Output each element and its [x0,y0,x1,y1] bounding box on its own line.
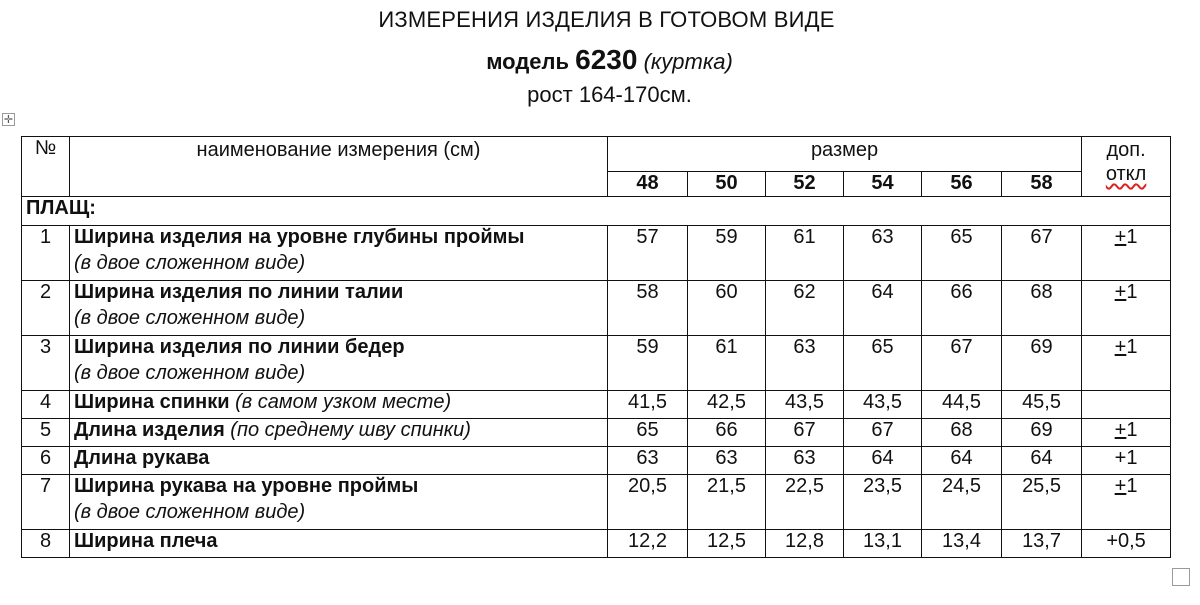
tolerance-number: 1 [1126,419,1138,441]
measurement-subnote: (в двое сложенном виде) [74,362,306,384]
header-measure-name: наименование измерения (см) [70,137,608,197]
tolerance-number: 1 [1126,336,1138,358]
measurement-name-cell [70,447,608,475]
size-value: 41,5 [608,391,688,419]
size-cell: 50 [688,172,766,197]
size-value: 59 [688,226,766,281]
size-value: 12,2 [608,530,688,558]
size-cell: 56 [922,172,1002,197]
measurement-subnote: (в двое сложенном виде) [74,252,306,274]
measurement-subnote: (в двое сложенном виде) [74,307,306,329]
measurement-name-cell [70,281,608,336]
row-number: 5 [22,419,70,447]
height-range: рост 164-170см. [527,82,692,107]
table-row [22,475,1171,530]
table-row [22,530,1171,558]
measurement-name: Ширина спинки [74,391,230,413]
size-value: 67 [1002,226,1082,281]
model-number: 6230 [575,44,638,75]
tolerance-sign: + [1114,336,1127,358]
size-value: 63 [688,447,766,475]
measurement-name-cell [70,475,608,530]
table-row [22,336,1171,391]
size-value: 44,5 [922,391,1002,419]
size-value: 65 [922,226,1002,281]
table-resize-handle[interactable] [1172,568,1190,586]
size-value: 69 [1002,336,1082,391]
measurement-name: Ширина изделия на уровне глубины проймы [74,226,525,248]
size-value: 13,4 [922,530,1002,558]
tolerance-value [1082,447,1171,475]
tolerance-value [1082,226,1171,281]
size-value: 12,8 [766,530,844,558]
row-number: 2 [22,281,70,336]
header-size: размер [608,137,1082,172]
size-value: 25,5 [1002,475,1082,530]
row-number: 3 [22,336,70,391]
measurement-name-cell [70,530,608,558]
table-row [22,391,1171,419]
size-cell: 52 [766,172,844,197]
size-value: 62 [766,281,844,336]
measurement-name: Длина изделия [74,419,225,441]
row-number: 6 [22,447,70,475]
tolerance-number: +1 [1114,447,1138,469]
measurement-note: (по среднему шву спинки) [224,419,471,441]
size-value: 13,7 [1002,530,1082,558]
document-title: ИЗМЕРЕНИЯ ИЗДЕЛИЯ В ГОТОВОМ ВИДЕ [378,7,835,32]
size-value: 64 [922,447,1002,475]
size-value: 42,5 [688,391,766,419]
tolerance-value [1082,336,1171,391]
size-value: 59 [608,336,688,391]
tolerance-sign: + [1114,281,1127,303]
size-value: 21,5 [688,475,766,530]
tolerance-sign: + [1114,226,1127,248]
size-cell: 54 [844,172,922,197]
header-tolerance-line1: доп. [1106,139,1146,161]
measurement-name: Ширина изделия по линии бедер [74,336,405,358]
size-value: 67 [844,419,922,447]
model-type: (куртка) [643,49,733,74]
size-value: 12,5 [688,530,766,558]
measurement-name: Ширина плеча [74,530,218,552]
tolerance-value [1082,281,1171,336]
tolerance-number: 1 [1126,226,1138,248]
measurement-name: Ширина изделия по линии талии [74,281,404,303]
row-number: 7 [22,475,70,530]
measurement-name-cell [70,391,608,419]
table-move-handle-icon[interactable]: ✛ [3,114,14,126]
model-line [0,44,1200,76]
measurement-name: Длина рукава [74,447,210,469]
model-label: модель [486,49,570,74]
size-value: 63 [608,447,688,475]
size-value: 67 [766,419,844,447]
size-value: 68 [922,419,1002,447]
section-title: ПЛАЩ: [22,197,1171,226]
tolerance-number: 1 [1126,475,1138,497]
size-value: 60 [688,281,766,336]
measurement-rows [22,226,1171,558]
size-value: 23,5 [844,475,922,530]
size-value: 68 [1002,281,1082,336]
header-tolerance [1082,137,1171,197]
size-value: 43,5 [766,391,844,419]
measurement-subnote: (в двое сложенном виде) [74,501,306,523]
measurement-note: (в самом узком месте) [229,391,452,413]
size-value: 65 [608,419,688,447]
size-value: 57 [608,226,688,281]
size-value: 64 [1002,447,1082,475]
size-value: 24,5 [922,475,1002,530]
size-value: 64 [844,447,922,475]
table-row [22,447,1171,475]
table-row [22,419,1171,447]
header-tolerance-line2: откл [1105,163,1147,185]
measurement-name-cell [70,226,608,281]
tolerance-value [1082,419,1171,447]
tolerance-value [1082,475,1171,530]
tolerance-number: 1 [1126,281,1138,303]
size-value: 22,5 [766,475,844,530]
measurement-name: Ширина рукава на уровне проймы [74,475,419,497]
row-number: 4 [22,391,70,419]
size-value: 13,1 [844,530,922,558]
header-number: № [22,137,70,197]
measurements-table [21,136,1171,558]
tolerance-value [1082,530,1171,558]
size-value: 66 [922,281,1002,336]
size-value: 61 [766,226,844,281]
size-value: 63 [766,447,844,475]
size-value: 58 [608,281,688,336]
table-row [22,226,1171,281]
size-value: 67 [922,336,1002,391]
table-row [22,281,1171,336]
size-cell: 58 [1002,172,1082,197]
tolerance-value [1082,391,1171,419]
tolerance-sign: + [1114,419,1127,441]
size-value: 63 [766,336,844,391]
size-value: 61 [688,336,766,391]
size-value: 43,5 [844,391,922,419]
measurement-name-cell [70,419,608,447]
tolerance-number: +0,5 [1106,530,1146,552]
tolerance-sign: + [1114,475,1127,497]
size-cell: 48 [608,172,688,197]
size-value: 66 [688,419,766,447]
size-value: 69 [1002,419,1082,447]
size-value: 65 [844,336,922,391]
size-value: 63 [844,226,922,281]
size-value: 20,5 [608,475,688,530]
size-value: 45,5 [1002,391,1082,419]
row-number: 1 [22,226,70,281]
size-value: 64 [844,281,922,336]
measurement-name-cell [70,336,608,391]
row-number: 8 [22,530,70,558]
